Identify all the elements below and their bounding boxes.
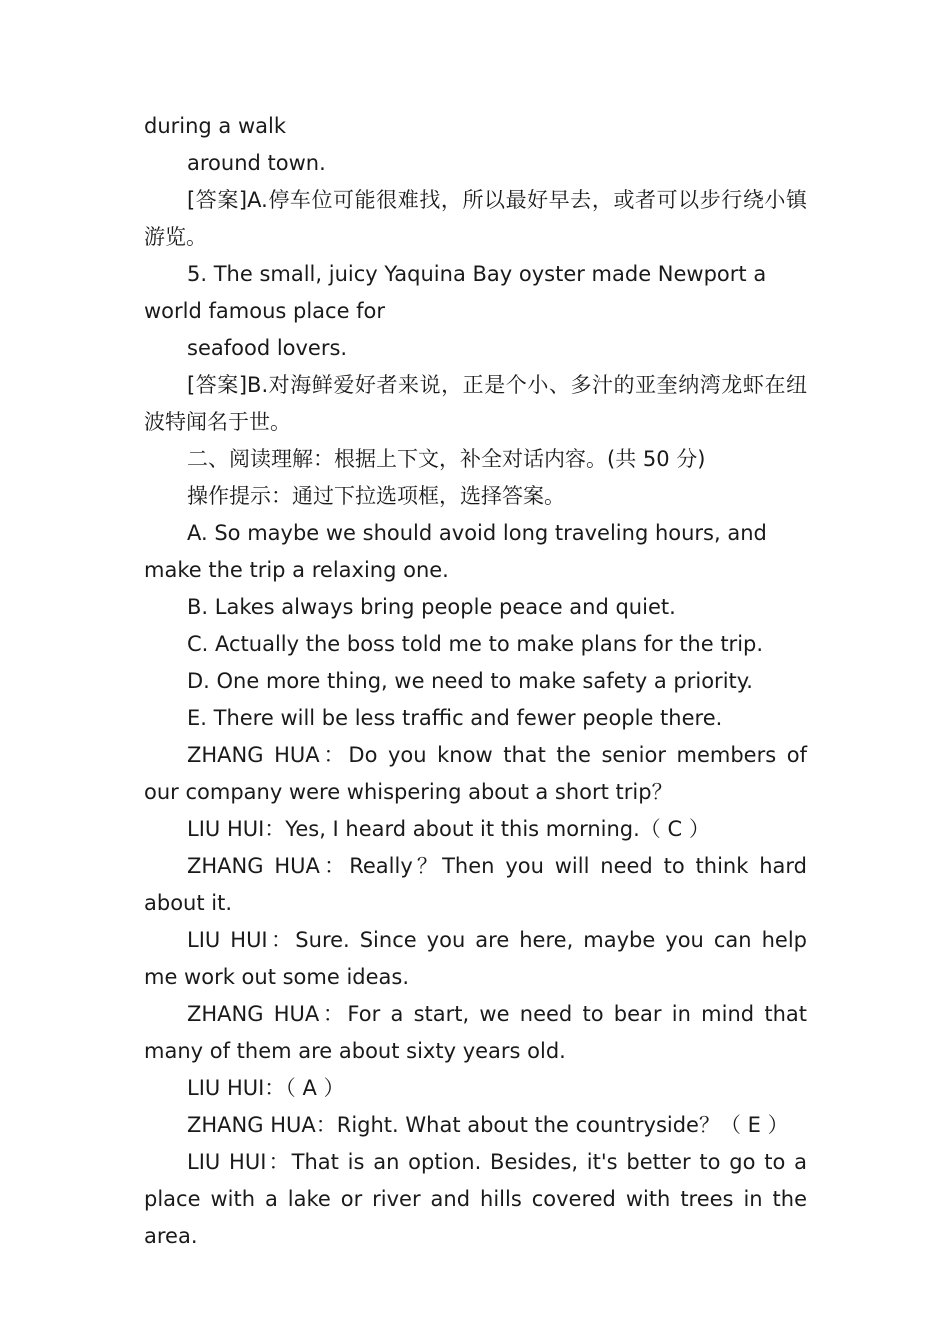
dialogue-line: ZHANG HUA：For a start, we need to bear in mind that many of them are about sixty years old.	[144, 1002, 807, 1063]
dialogue-line: ZHANG HUA：Really？Then you will need to think hard about it.	[144, 854, 807, 915]
option-c: C. Actually the boss told me to make plans for the trip.	[187, 632, 764, 656]
option-b: B. Lakes always bring people peace and quiet.	[187, 595, 676, 619]
dialogue-line: LIU HUI：（ A ）	[187, 1076, 345, 1100]
dialogue-line: LIU HUI：That is an option. Besides, it's better to go to a place with a lake or river and hills covered with trees in the area.	[144, 1150, 807, 1248]
text-line: around town.	[187, 151, 326, 175]
dialogue-line: LIU HUI：Sure. Since you are here, maybe you can help me work out some ideas.	[144, 928, 807, 989]
answer-paragraph: [答案]A.停车位可能很难找，所以最好早去，或者可以步行绕小镇游览。	[144, 188, 807, 249]
dialogue-line: ZHANG HUA：Right. What about the countryside？（ E ）	[187, 1113, 789, 1137]
text-line: during a walk	[144, 114, 287, 138]
option-e: E. There will be less traffic and fewer people there.	[187, 706, 723, 730]
document-body	[144, 108, 807, 1255]
dialogue-line: ZHANG HUA：Do you know that the senior members of our company were whispering about a short trip？	[144, 743, 807, 804]
text-line: seafood lovers.	[187, 336, 348, 360]
question-paragraph: 5. The small, juicy Yaquina Bay oyster made Newport a world famous place for	[144, 262, 767, 323]
answer-paragraph: [答案]B.对海鲜爱好者来说，正是个小、多汁的亚奎纳湾龙虾在纽波特闻名于世。	[144, 373, 807, 434]
section-heading: 二、阅读理解：根据上下文，补全对话内容。(共 50 分)	[187, 447, 706, 471]
instruction-text: 操作提示：通过下拉选项框，选择答案。	[187, 484, 565, 508]
option-d: D. One more thing, we need to make safety a priority.	[187, 669, 753, 693]
option-a: A. So maybe we should avoid long traveling hours, and make the trip a relaxing one.	[144, 521, 767, 582]
dialogue-line: LIU HUI：Yes, I heard about it this morning.（ C ）	[187, 817, 710, 841]
